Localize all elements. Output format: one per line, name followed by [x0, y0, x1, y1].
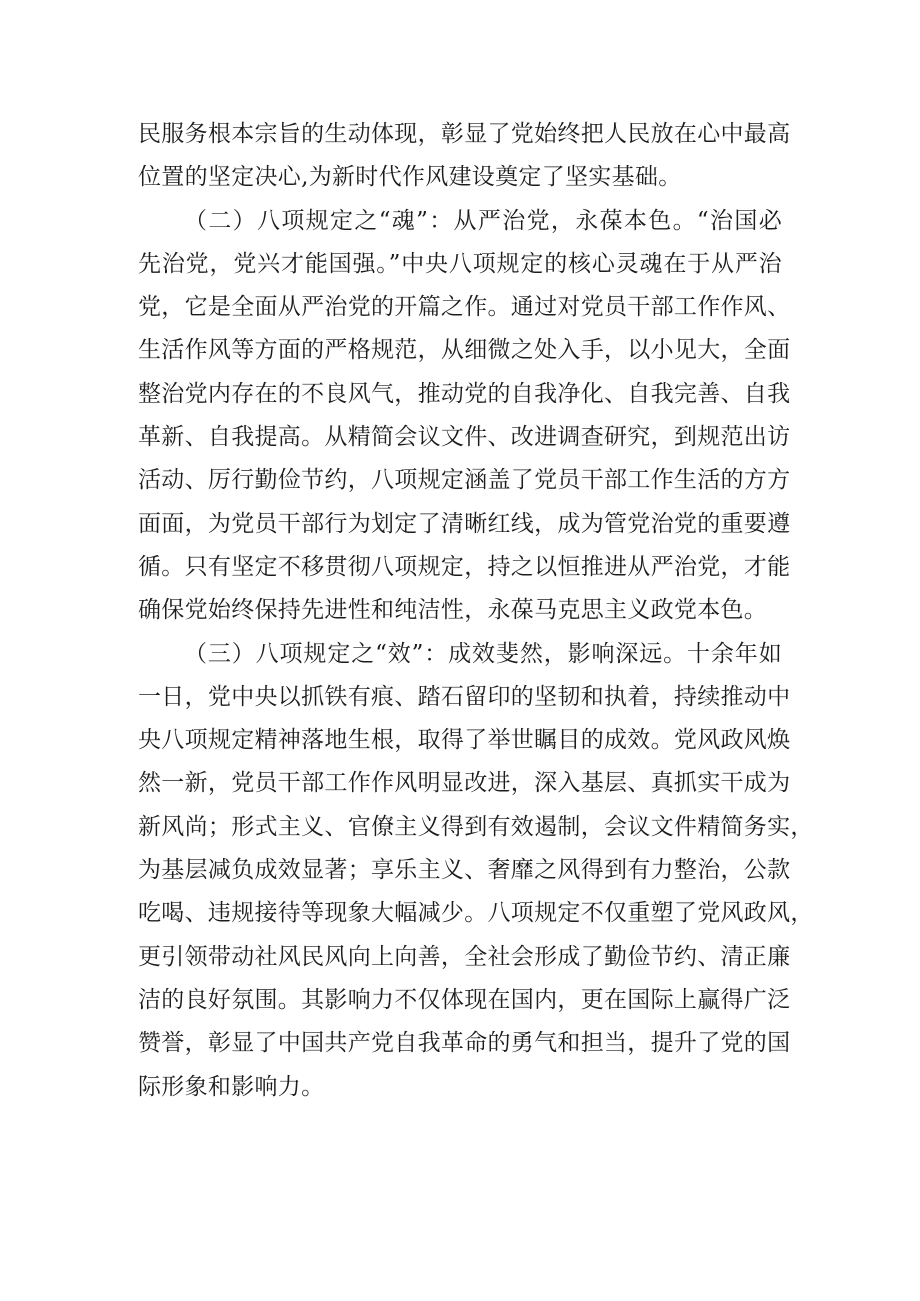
text-line: 民服务根本宗旨的生动体现，彰显了党始终把人民放在心中最高 — [138, 121, 791, 147]
text-line: 生活作风等方面的严格规范，从细微之处入手，以小见大，全面 — [138, 337, 791, 364]
text-line: 革新、自我提高。从精简会议文件、改进调查研究，到规范出访 — [138, 424, 791, 451]
text-line: 整治党内存在的不良风气，推动党的自我净化、自我完善、自我 — [138, 380, 791, 407]
text-line: 循。只有坚定不移贯彻八项规定，持之以恒推进从严治党，才能 — [138, 553, 791, 580]
section-heading-line: （三）八项规定之“效”：成效斐然，影响深远。十余年如 — [184, 640, 782, 667]
text-line: 一日，党中央以抓铁有痕、踏石留印的坚韧和执着，持续推动中 — [138, 683, 791, 710]
section-heading-line: （二）八项规定之“魂”：从严治党，永葆本色。“治国必 — [184, 207, 782, 234]
text-line: 新风尚；形式主义、官僚主义得到有效遏制，会议文件精简务实， — [138, 813, 814, 840]
text-line: 吃喝、违规接待等现象大幅减少。八项规定不仅重塑了党风政风， — [138, 900, 814, 927]
text-line: 洁的良好氛围。其影响力不仅体现在国内，更在国际上赢得广泛 — [138, 986, 791, 1013]
text-line: 确保党始终保持先进性和纯洁性，永葆马克思主义政党本色。 — [138, 597, 768, 624]
text-line: 赞誉，彰显了中国共产党自我革命的勇气和担当，提升了党的国 — [138, 1030, 791, 1057]
text-line: 位置的坚定决心,为新时代作风建设奠定了坚实基础。 — [138, 164, 682, 191]
text-line: 更引领带动社风民风向上向善，全社会形成了勤俭节约、清正廉 — [138, 943, 791, 970]
text-line: 先治党，党兴才能国强。”中央八项规定的核心灵魂在于从严治 — [138, 250, 782, 277]
text-line: 党，它是全面从严治党的开篇之作。通过对党员干部工作作风、 — [138, 294, 791, 321]
document-body — [138, 113, 814, 1109]
text-line: 活动、厉行勤俭节约，八项规定涵盖了党员干部工作生活的方方 — [138, 467, 791, 494]
text-line: 央八项规定精神落地生根，取得了举世瞩目的成效。党风政风焕 — [138, 727, 791, 754]
text-line: 面面，为党员干部行为划定了清晰红线，成为管党治党的重要遵 — [138, 510, 791, 537]
text-line: 际形象和影响力。 — [138, 1073, 325, 1100]
text-line: 为基层减负成效显著；享乐主义、奢靡之风得到有力整治，公款 — [138, 857, 791, 884]
text-line: 然一新，党员干部工作作风明显改进，深入基层、真抓实干成为 — [138, 770, 791, 797]
